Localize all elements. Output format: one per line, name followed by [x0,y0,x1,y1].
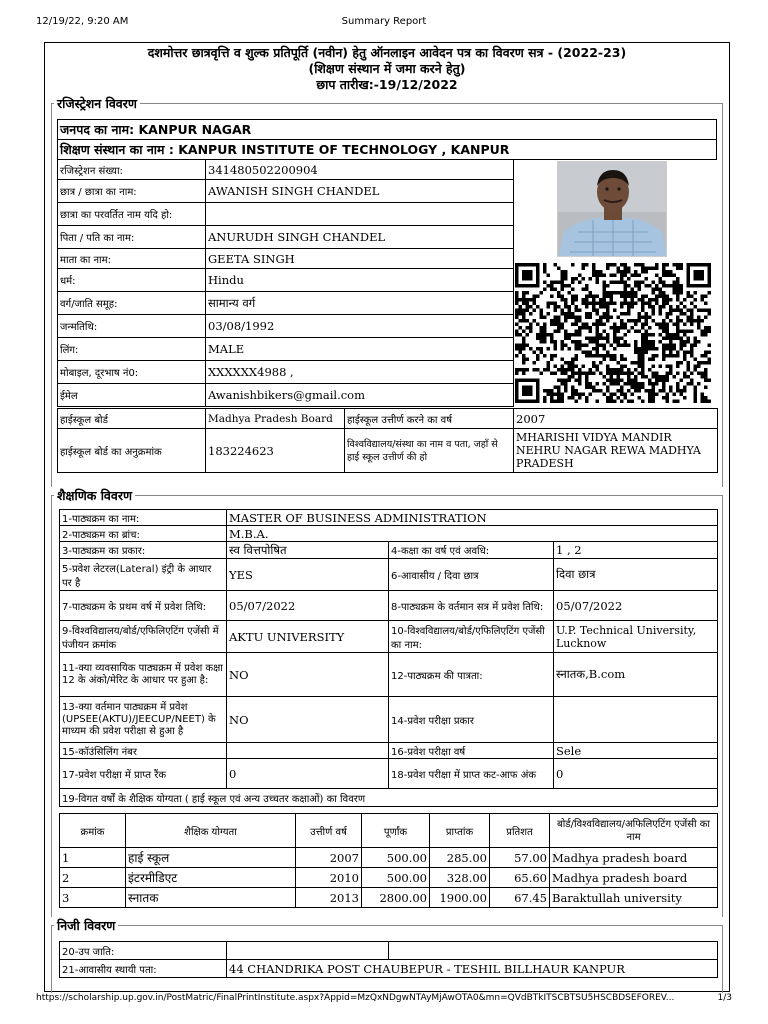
first-year-admission-value: 05/07/2022 [227,591,389,621]
qual-name: इंटरमीडिएट [126,868,296,888]
qr-code-image [515,263,711,403]
col-pass-year: उत्तीर्ण वर्ष [296,814,362,848]
reg-label: वर्ग/जाति समूह: [58,292,206,315]
table-row [60,888,718,908]
title-line-3: छाप तारीख:-19/12/2022 [316,77,458,92]
page-number: 1/3 [717,993,732,1003]
gender: MALE [206,338,514,361]
entrance-exam-label: 13-क्या वर्तमान पाठ्यक्रम में प्रवेश (UPSEE(AKTU)/JEECUP/NEET) के माध्यम की प्रवेश परीक्षा से हुआ है [60,697,227,743]
reg-row [58,226,514,249]
qual-obtained: 285.00 [430,848,490,868]
current-session-admission-label: 8-पाठ्यक्रम के वर्तमान सत्र में प्रवेश तिथि: [389,591,554,621]
qual-percent: 67.45 [490,888,550,908]
table-row [60,868,718,888]
highschool-table [57,408,718,473]
qual-obtained: 1900.00 [430,888,490,908]
exam-type-value [554,697,718,743]
qual-percent: 57.00 [490,848,550,868]
first-year-admission-label: 7-पाठ्यक्रम के प्रथम वर्ष में प्रवेश तिथि: [60,591,227,621]
institute-name: शिक्षण संस्थान का नाम : KANPUR INSTITUTE OF TECHNOLOGY , KANPUR [58,140,717,160]
qual-obtained: 328.00 [430,868,490,888]
sub-caste-value [227,942,389,960]
hs-school-label: विश्वविद्यालय/संस्था का नाम व पता, जहाँ से हाई स्कूल उत्तीर्ण की हो [345,429,514,473]
email: Awanishbikers@gmail.com [206,384,514,407]
university-reg-label: 9-विश्वविद्यालय/बोर्ड/एफिलिएटिंग एजेंसी में पंजीयन क्रमांक [60,621,227,653]
counselling-number-value [227,743,389,759]
course-branch-value: M.B.A. [227,526,718,542]
eligibility-value: स्नातक,B.com [554,653,718,697]
qual-serial: 2 [60,868,126,888]
sub-caste-extra [389,942,718,960]
qual-serial: 1 [60,848,126,868]
qual-board: Baraktullah university [550,888,718,908]
reg-label: पिता / पति का नाम: [58,226,206,249]
reg-label: छात्रा का परवर्तित नाम यदि हो: [58,203,206,226]
qual-serial: 3 [60,888,126,908]
university-reg-value: AKTU UNIVERSITY [227,621,389,653]
class-year-label: 4-कक्षा का वर्ष एवं अवधि: [389,542,554,559]
qualification-history-label: 19-विगत वर्षों के शैक्षिक योग्यता ( हाई स्कूल एवं अन्य उच्चतर कक्षाओं) का विवरण [60,789,718,807]
personal-legend: निजी विवरण [57,918,116,933]
reg-label: ईमेल [58,384,206,407]
registration-number: 341480502200904 [206,160,514,180]
academic-legend: शैक्षणिक विवरण [57,488,132,503]
merit-admission-label: 11-क्या व्यवसायिक पाठ्यक्रम में प्रवेश कक्षा 12 के अंको/मेरिट के आधार पर हुआ है: [60,653,227,697]
qual-percent: 65.60 [490,868,550,888]
col-percentage: प्रतिशत [490,814,550,848]
reg-label: धर्म: [58,269,206,292]
col-serial: क्रमांक [60,814,126,848]
qualification-header-row [60,814,718,848]
col-obtained-marks: प्राप्तांक [430,814,490,848]
reg-row [58,384,514,407]
university-name-label: 10-विश्वविद्यालय/बोर्ड/एफिलिएटिंग एजेंसी का नाम: [389,621,554,653]
qual-board: Madhya pradesh board [550,848,718,868]
print-datetime: 12/19/22, 9:20 AM [36,16,129,27]
qr-code [515,263,711,403]
reg-row [58,315,514,338]
document-frame [44,42,730,992]
qual-year: 2007 [296,848,362,868]
title-line-1: दशमोत्तर छात्रवृत्ति व शुल्क प्रतिपूर्ति (नवीन) हेतु ऑनलाइन आवेदन पत्र का विवरण सत्र - (2022-23) [147,45,627,60]
registration-legend: रजिस्ट्रेशन विवरण [57,96,137,111]
exam-year-label: 16-प्रवेश परीक्षा वर्ष [389,743,554,759]
reg-label: छात्र / छात्रा का नाम: [58,180,206,203]
eligibility-label: 12-पाठ्यक्रम की पात्रता: [389,653,554,697]
reg-row [58,249,514,269]
mobile-number: XXXXXX4988 , [206,361,514,384]
reg-row [58,292,514,315]
address-value: 44 CHANDRIKA POST CHAUBEPUR - TESHIL BILLHAUR KANPUR [227,960,718,978]
reg-row [58,338,514,361]
course-name-value: MASTER OF BUSINESS ADMINISTRATION [227,510,718,526]
document-title [45,43,729,93]
counselling-number-label: 15-कॉउंसिलिंग नंबर [60,743,227,759]
qual-name: हाई स्कूल [126,848,296,868]
hs-school-value: MHARISHI VIDYA MANDIR NEHRU NAGAR REWA MADHYA PRADESH [514,429,718,473]
district-name: जनपद का नाम: KANPUR NAGAR [58,120,717,140]
reg-row [58,160,514,180]
reg-label: रजिस्ट्रेशन संख्या: [58,160,206,180]
print-title: Summary Report [341,16,427,27]
qualification-table [59,813,718,908]
student-photo-image [558,162,667,257]
cutoff-label: 18-प्रवेश परीक्षा में प्राप्त कट-आफ अंक [389,759,554,789]
qual-name: स्नातक [126,888,296,908]
reg-label: माता का नाम: [58,249,206,269]
religion: Hindu [206,269,514,292]
changed-name [206,203,514,226]
qual-max: 500.00 [362,848,430,868]
hs-year-label: हाईस्कूल उत्तीर्ण करने का वर्ष [345,409,514,429]
mother-name: GEETA SINGH [206,249,514,269]
registration-table [57,159,514,407]
reg-row [58,269,514,292]
course-name-label: 1-पाठ्यक्रम का नाम: [60,510,227,526]
exam-rank-value: 0 [227,759,389,789]
student-photo [557,161,667,257]
reg-label: मोबाइल, दूरभाष नं0: [58,361,206,384]
reg-label: जन्मतिथि: [58,315,206,338]
class-year-value: 1 , 2 [554,542,718,559]
qual-board: Madhya pradesh board [550,868,718,888]
hs-roll-label: हाईस्कूल बोर्ड का अनुक्रमांक [58,429,206,473]
lateral-entry-label: 5-प्रवेश लेटरल(Lateral) इंट्री के आधार पर है [60,559,227,591]
reg-row [58,361,514,384]
university-name-value: U.P. Technical University, Lucknow [554,621,718,653]
qual-max: 500.00 [362,868,430,888]
title-line-2: (शिक्षण संस्थान में जमा करने हेतु) [308,61,466,76]
student-name: AWANISH SINGH CHANDEL [206,180,514,203]
entrance-exam-value: NO [227,697,389,743]
course-type-value: स्व वित्तपोषित [227,542,389,559]
reg-label: लिंग: [58,338,206,361]
current-session-admission-value: 05/07/2022 [554,591,718,621]
father-name: ANURUDH SINGH CHANDEL [206,226,514,249]
qual-max: 2800.00 [362,888,430,908]
residential-label: 6-आवासीय / दिवा छात्र [389,559,554,591]
col-board: बोर्ड/विश्वविद्यालय/अफिलिएटिंग एजेंसी का नाम [550,814,718,848]
caste-group: सामान्य वर्ग [206,292,514,315]
residential-value: दिवा छात्र [554,559,718,591]
page-footer [36,993,732,1007]
personal-table [59,941,718,978]
academic-table [59,509,718,807]
exam-year-value: Sele [554,743,718,759]
exam-rank-label: 17-प्रवेश परीक्षा में प्राप्त रैंक [60,759,227,789]
hs-year-value: 2007 [514,409,718,429]
page-url: https://scholarship.up.gov.in/PostMatric/FinalPrintInstitute.aspx?Appid=MzQxNDgwNTAyMjAwOTA0&mn=QVdBTkITSCBTSU5HSCBDSEFOREV... [36,993,675,1003]
col-max-marks: पूर्णांक [362,814,430,848]
hs-board-label: हाईस्कूल बोर्ड [58,409,206,429]
course-type-label: 3-पाठ्यक्रम का प्रकार: [60,542,227,559]
address-label: 21-आवासीय स्थायी पता: [60,960,227,978]
course-branch-label: 2-पाठ्यक्रम का ब्रांच: [60,526,227,542]
exam-type-label: 14-प्रवेश परीक्षा प्रकार [389,697,554,743]
col-qualification: शैक्षिक योग्यता [126,814,296,848]
qual-year: 2010 [296,868,362,888]
hs-board-value: Madhya Pradesh Board [206,409,345,429]
registration-header-table [57,119,717,160]
reg-row [58,203,514,226]
table-row [60,848,718,868]
cutoff-value: 0 [554,759,718,789]
reg-row [58,180,514,203]
lateral-entry-value: YES [227,559,389,591]
hs-roll-value: 183224623 [206,429,345,473]
merit-admission-value: NO [227,653,389,697]
qual-year: 2013 [296,888,362,908]
sub-caste-label: 20-उप जाति: [60,942,227,960]
date-of-birth: 03/08/1992 [206,315,514,338]
page-header [36,16,732,30]
